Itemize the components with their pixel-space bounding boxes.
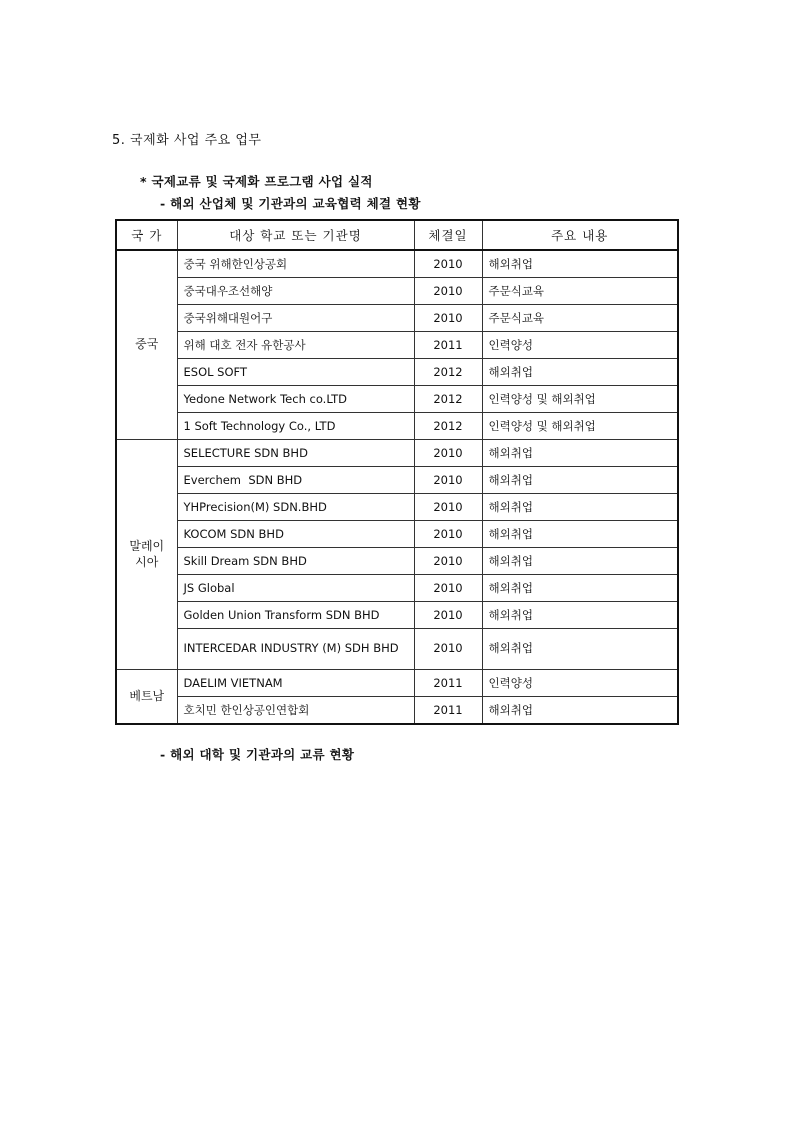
content-cell: 해외취업 (482, 467, 678, 494)
table-row (116, 548, 678, 575)
content-cell: 해외취업 (482, 250, 678, 278)
table-row (116, 670, 678, 697)
country-cell-vietnam (116, 670, 177, 725)
country-label: 중국 (135, 337, 159, 352)
org-cell: Golden Union Transform SDN BHD (177, 602, 414, 629)
country-label: 베트남 (129, 688, 165, 703)
year-cell: 2010 (414, 250, 482, 278)
org-cell: SELECTURE SDN BHD (177, 440, 414, 467)
content-cell: 주문식교육 (482, 305, 678, 332)
year-cell: 2010 (414, 467, 482, 494)
content-cell: 해외취업 (482, 629, 678, 670)
year-cell: 2010 (414, 521, 482, 548)
org-cell: 중국대우조선해양 (177, 278, 414, 305)
content-cell: 해외취업 (482, 440, 678, 467)
table-row (116, 332, 678, 359)
table-row (116, 278, 678, 305)
content-cell: 인력양성 (482, 670, 678, 697)
country-cell-china (116, 250, 177, 440)
org-cell: KOCOM SDN BHD (177, 521, 414, 548)
org-cell: JS Global (177, 575, 414, 602)
content-cell: 해외취업 (482, 359, 678, 386)
table-row (116, 386, 678, 413)
org-cell: INTERCEDAR INDUSTRY (M) SDH BHD (177, 629, 414, 670)
org-cell: 중국 위해한인상공회 (177, 250, 414, 278)
year-cell: 2012 (414, 386, 482, 413)
org-cell: 호치민 한인상공인연합회 (177, 697, 414, 725)
content-cell: 해외취업 (482, 548, 678, 575)
content-cell: 해외취업 (482, 521, 678, 548)
year-cell: 2012 (414, 359, 482, 386)
table-header-row (116, 220, 678, 250)
section-title: 5. 국제화 사업 주요 업무 (112, 133, 262, 148)
year-cell: 2010 (414, 548, 482, 575)
content-cell: 인력양성 (482, 332, 678, 359)
table-row (116, 305, 678, 332)
year-cell: 2010 (414, 575, 482, 602)
table-row (116, 413, 678, 440)
year-cell: 2011 (414, 697, 482, 725)
header-date: 체결일 (414, 220, 482, 250)
year-cell: 2011 (414, 670, 482, 697)
year-cell: 2011 (414, 332, 482, 359)
header-content: 주요 내용 (482, 220, 678, 250)
country-label: 시아 (135, 554, 159, 569)
table-row (116, 575, 678, 602)
year-cell: 2010 (414, 602, 482, 629)
org-cell: 중국위해대원어구 (177, 305, 414, 332)
country-cell-malaysia (116, 440, 177, 670)
org-cell: 위해 대호 전자 유한공사 (177, 332, 414, 359)
university-exchange-heading: - 해외 대학 및 기관과의 교류 현황 (160, 747, 355, 762)
header-country: 국 가 (116, 220, 177, 250)
org-cell: YHPrecision(M) SDN.BHD (177, 494, 414, 521)
table-row (116, 629, 678, 670)
cooperation-table (115, 219, 679, 725)
table-row (116, 467, 678, 494)
content-cell: 인력양성 및 해외취업 (482, 413, 678, 440)
table-row (116, 602, 678, 629)
table-row (116, 521, 678, 548)
year-cell: 2010 (414, 440, 482, 467)
org-cell: ESOL SOFT (177, 359, 414, 386)
industry-cooperation-heading: - 해외 산업체 및 기관과의 교육협력 체결 현황 (160, 196, 421, 211)
program-heading: * 국제교류 및 국제화 프로그램 사업 실적 (140, 174, 373, 189)
year-cell: 2010 (414, 278, 482, 305)
content-cell: 해외취업 (482, 602, 678, 629)
table-row (116, 250, 678, 278)
table-row (116, 494, 678, 521)
table-row (116, 697, 678, 725)
org-cell: DAELIM VIETNAM (177, 670, 414, 697)
year-cell: 2010 (414, 629, 482, 670)
content-cell: 인력양성 및 해외취업 (482, 386, 678, 413)
org-cell: Yedone Network Tech co.LTD (177, 386, 414, 413)
content-cell: 해외취업 (482, 697, 678, 725)
country-label: 말레이 (129, 538, 165, 553)
year-cell: 2010 (414, 305, 482, 332)
header-organization: 대상 학교 또는 기관명 (177, 220, 414, 250)
org-cell: 1 Soft Technology Co., LTD (177, 413, 414, 440)
year-cell: 2010 (414, 494, 482, 521)
content-cell: 해외취업 (482, 575, 678, 602)
org-cell: Everchem SDN BHD (177, 467, 414, 494)
year-cell: 2012 (414, 413, 482, 440)
org-cell: Skill Dream SDN BHD (177, 548, 414, 575)
content-cell: 해외취업 (482, 494, 678, 521)
table-row (116, 359, 678, 386)
content-cell: 주문식교육 (482, 278, 678, 305)
table-row (116, 440, 678, 467)
